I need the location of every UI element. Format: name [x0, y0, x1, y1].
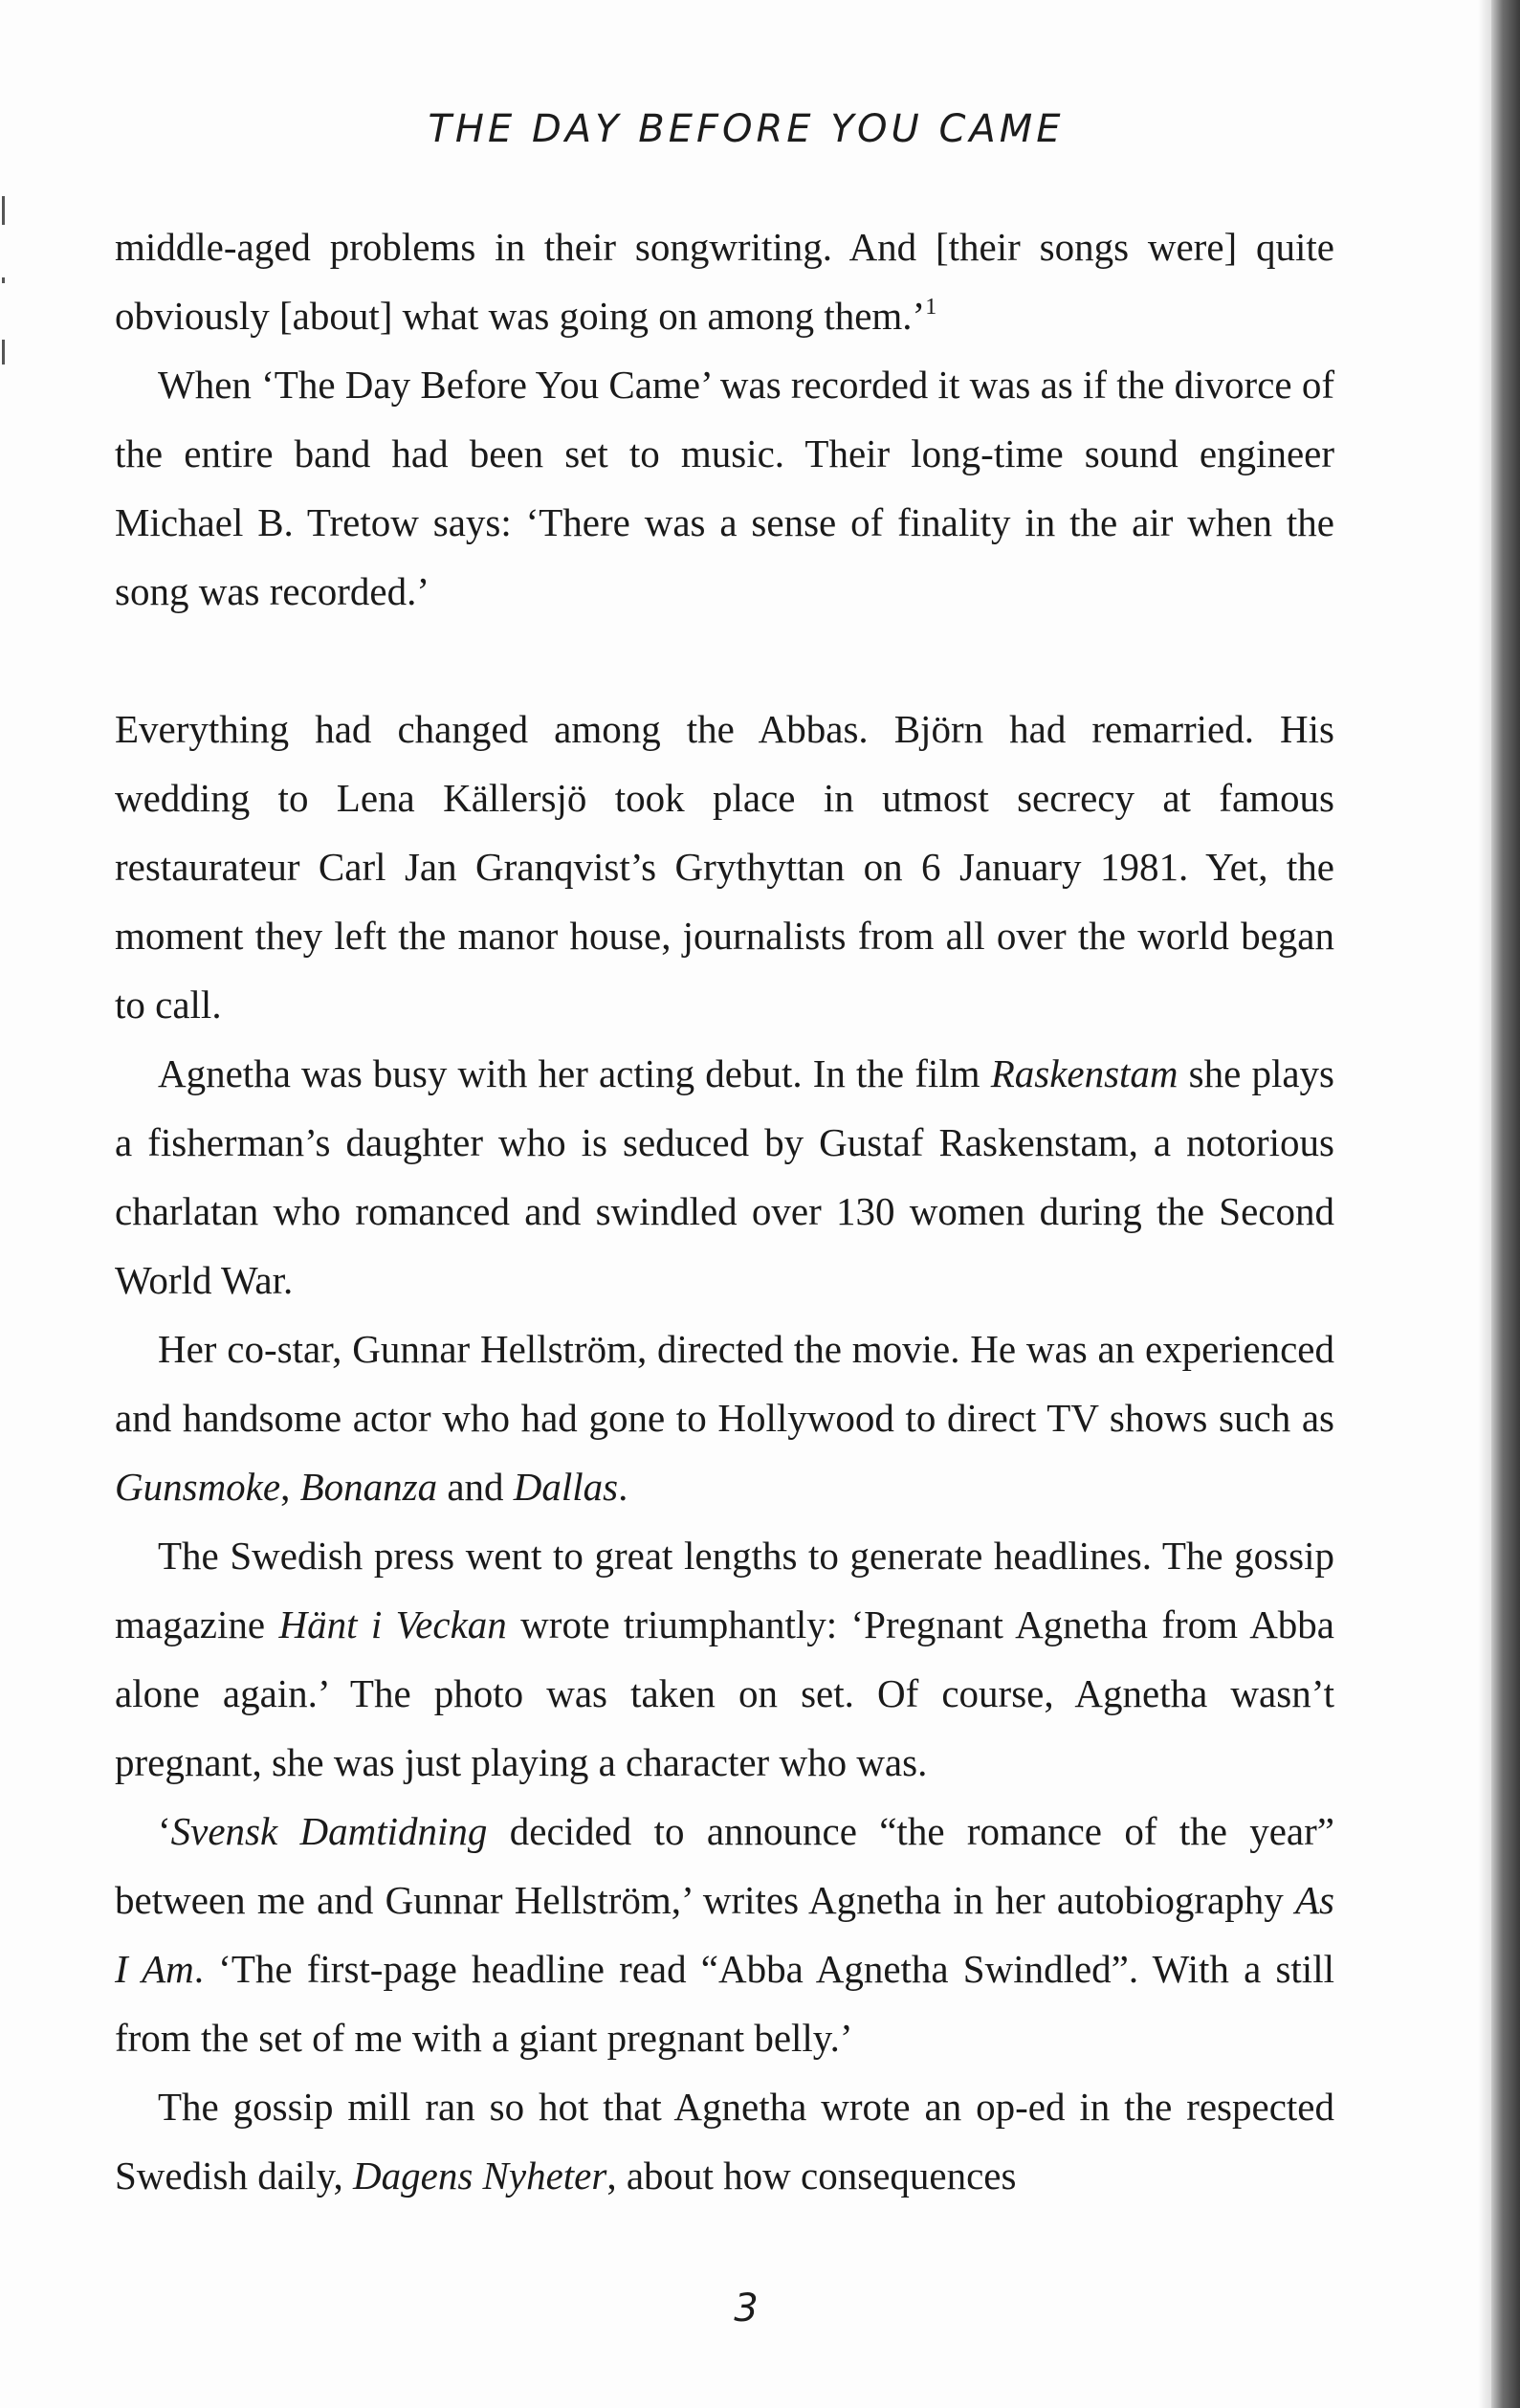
scanner-edge [1491, 0, 1520, 2408]
body-text [115, 212, 1334, 2210]
tv-show-title: Dallas [513, 1465, 619, 1509]
paragraph [115, 1521, 1334, 1797]
footnote-reference: 1 [925, 295, 937, 320]
paragraph [115, 212, 1334, 350]
section-start-paragraph: Everything had changed among the Abbas. Björn had remarried. His wedding to Lena Källersjö took place in utmost secrecy at famous restaurateur Carl Jan Granqvist’s Grythyttan on 6 January 1981. Yet, the moment they left the manor house, journalists from all over the world began to call. [115, 707, 1334, 1027]
text-run: wrote triumphantly: ‘Pregnant Agnetha from Abba alone again.’ The photo was taken on set. Of course, Agnetha wasn’t pregnant, she was just playing a character who was. [115, 1602, 1335, 1784]
paragraph [115, 1314, 1334, 1521]
magazine-title: Hänt i Veckan [278, 1602, 507, 1646]
film-title: Raskenstam [990, 1051, 1179, 1095]
text-run: The Swedish press went to great lengths to generate headlines. The gossip magazine [115, 1534, 1334, 1646]
text-run: decided to announce “the romance of the year” between me and Gunnar Hellström,’ writes Agnetha in her autobiography [115, 1809, 1334, 1922]
newspaper-title: Dagens Nyheter [353, 2154, 607, 2198]
running-head: THE DAY BEFORE YOU CAME [428, 107, 1065, 151]
paragraph [115, 2072, 1334, 2210]
text-run: Agnetha was busy with her acting debut. In the film [158, 1051, 991, 1095]
text-run: Her co-star, Gunnar Hellström, directed the movie. He was an experienced and handsome actor who had gone to Hollywood to direct TV shows such as [115, 1327, 1334, 1440]
tv-show-title: Bonanza [299, 1465, 438, 1509]
scan-margin-mark [2, 340, 5, 365]
magazine-title: Svensk Damtidning [170, 1809, 488, 1853]
paragraph-text: middle-aged problems in their songwriting. And [their songs were] quite obviously [about] what was going on among them.’ [115, 225, 1334, 338]
tv-show-title: Gunsmoke [115, 1465, 281, 1509]
text-run: and [437, 1465, 514, 1509]
paragraph [115, 1797, 1334, 2072]
book-title: As I Am [115, 1878, 1334, 1991]
text-run: . [618, 1465, 628, 1509]
page-edge-shadow [1478, 0, 1491, 2408]
text-run: she plays a fisherman’s daughter who is seduced by Gustaf Raskenstam, a notorious charlatan who romanced and swindled over 130 women during the Second World War. [115, 1051, 1334, 1302]
scan-margin-mark [2, 196, 5, 225]
text-run: . ‘The first-page headline read “Abba Agnetha Swindled”. With a still from the set of me with a giant pregnant belly.’ [115, 1947, 1334, 2060]
text-run: , [280, 1465, 300, 1509]
paragraph: When ‘The Day Before You Came’ was recorded it was as if the divorce of the entire band had been set to music. Their long-time sound engineer Michael B. Tretow says: ‘There was a sense of finality in the air when the song was recorded.’ [115, 363, 1334, 613]
text-run: , about how consequences [606, 2154, 1017, 2198]
scan-margin-mark [2, 277, 5, 283]
page-number: 3 [734, 2286, 759, 2331]
paragraph [115, 1039, 1334, 1314]
text-run: ‘ [158, 1809, 171, 1853]
text-run: The gossip mill ran so hot that Agnetha wrote an op-ed in the respected Swedish daily, [115, 2085, 1334, 2198]
